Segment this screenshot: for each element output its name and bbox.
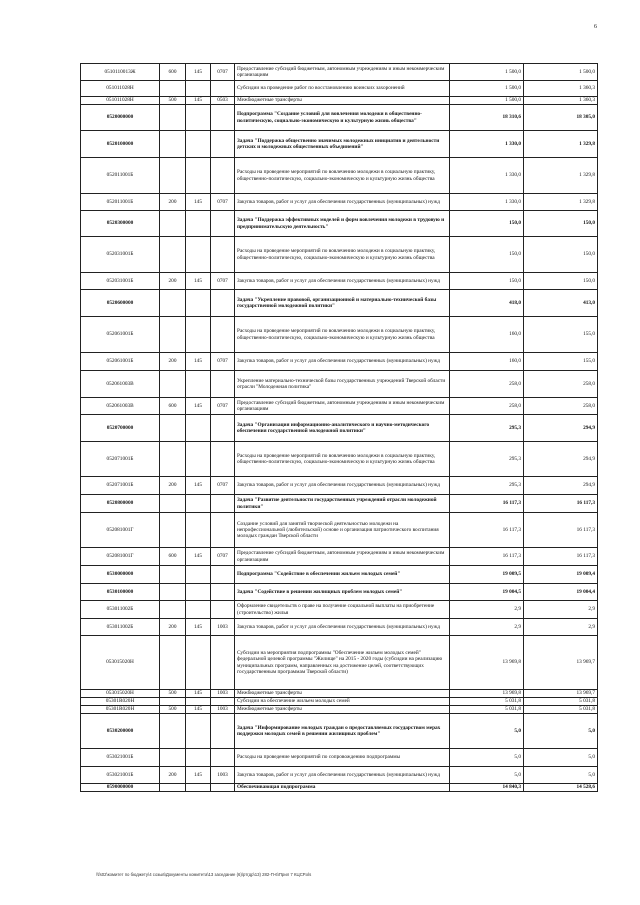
cell-name: Предоставление субсидий бюджетным, автономным учреждениям и иным некоммерческим организациям [235,64,450,81]
cell-podrazdel [211,105,235,131]
cell-podrazdel: 0707 [211,398,235,415]
cell-razdel [186,105,211,131]
cell-podrazdel [211,317,235,353]
cell-razdel: 145 [186,398,211,415]
cell-name: Задача "Информирование молодых граждан о предоставляемых государством мерах поддержки молодых семей в решении жилищных проблем" [235,714,450,749]
cell-actual-sum: 1 329,8 [524,131,598,158]
cell-name: Расходы на проведение мероприятий по вовлечению молодежи в социальную практику, общественно-политическую, социально-экономическую и культурную жизнь общества [235,237,450,273]
cell-razdel: 145 [186,767,211,784]
cell-actual-sum: 16 117,3 [524,495,598,513]
table-row [81,158,598,194]
cell-actual-sum: 5,0 [524,749,598,767]
cell-planned-sum: 1 500,0 [450,97,524,105]
cell-podrazdel: 0707 [211,194,235,211]
cell-ved [160,698,186,706]
cell-ved: 200 [160,767,186,784]
table-row [81,415,598,442]
cell-ved: 200 [160,619,186,636]
cell-name: Обеспечивающая подпрограмма [235,784,450,792]
cell-ved: 200 [160,477,186,495]
cell-actual-sum: 13 969,7 [524,636,598,690]
cell-actual-sum: 155,0 [524,353,598,371]
cell-planned-sum: 1 500,0 [450,81,524,97]
cell-name: Субсидии на проведение работ по восстановлению воинских захоронений [235,81,450,97]
cell-razdel: 145 [186,273,211,290]
cell-podrazdel: 0707 [211,353,235,371]
cell-actual-sum: 1 500,0 [524,64,598,81]
cell-razdel [186,784,211,792]
cell-ved [160,495,186,513]
cell-planned-sum: 13 969,8 [450,690,524,698]
table-row [81,601,598,619]
cell-actual-sum: 150,0 [524,237,598,273]
budget-table [80,63,598,792]
cell-podrazdel: 1003 [211,706,235,714]
cell-code: 052031001Б [81,237,160,273]
table-row [81,566,598,584]
cell-actual-sum: 5,0 [524,714,598,749]
table-row [81,548,598,566]
cell-podrazdel: 0503 [211,97,235,105]
cell-planned-sum: 13 969,8 [450,636,524,690]
cell-razdel: 145 [186,477,211,495]
cell-code: 052081001Г [81,513,160,548]
table-row [81,353,598,371]
cell-podrazdel [211,566,235,584]
cell-podrazdel [211,513,235,548]
cell-name: Субсидии на обеспечение жильем молодых семей [235,698,450,706]
cell-actual-sum: 16 117,3 [524,548,598,566]
cell-planned-sum: 258,0 [450,371,524,398]
cell-razdel [186,584,211,601]
cell-actual-sum: 1 329,8 [524,194,598,211]
cell-name: Закупка товаров, работ и услуг для обеспечения государственных (муниципальных) нужд [235,767,450,784]
cell-name: Предоставление субсидий бюджетным, автономным учреждениям и иным некоммерческим организациям [235,548,450,566]
cell-planned-sum: 19 009,5 [450,566,524,584]
cell-razdel [186,636,211,690]
cell-razdel: 145 [186,64,211,81]
cell-planned-sum: 2,9 [450,619,524,636]
cell-podrazdel [211,784,235,792]
cell-razdel: 145 [186,548,211,566]
cell-podrazdel [211,601,235,619]
cell-code: 05301R020Н [81,698,160,706]
cell-actual-sum: 150,0 [524,211,598,237]
cell-planned-sum: 1 330,0 [450,158,524,194]
cell-code: 053021001Б [81,767,160,784]
cell-name: Субсидии на мероприятия подпрограммы "Обеспечение жильем молодых семей" федеральной целевой программы "Жилище" на 2015 - 2020 годы (субсидии на реализацию муниципальных программ, направленных на достижение целей, соответствующих государственным программам Тверской области) [235,636,450,690]
cell-podrazdel [211,442,235,477]
cell-name: Задача "Организация информационно-аналитического и научно-методического обеспечения государственной молодежной политики" [235,415,450,442]
cell-code: 053015020Н [81,690,160,698]
table-row [81,513,598,548]
cell-code: 053015020Н [81,636,160,690]
table-row [81,698,598,706]
cell-podrazdel: 1003 [211,690,235,698]
cell-actual-sum: 294,9 [524,442,598,477]
cell-podrazdel: 1003 [211,767,235,784]
cell-razdel [186,211,211,237]
cell-actual-sum: 258,0 [524,371,598,398]
cell-code: 052011001Б [81,158,160,194]
cell-razdel [186,81,211,97]
cell-code: 0520100000 [81,131,160,158]
cell-podrazdel [211,584,235,601]
cell-code: 0520300000 [81,211,160,237]
cell-code: 05301R020Н [81,706,160,714]
cell-razdel: 145 [186,690,211,698]
cell-ved: 500 [160,690,186,698]
cell-ved: 500 [160,706,186,714]
cell-planned-sum: 295,3 [450,442,524,477]
cell-ved [160,317,186,353]
cell-code: 052071001Б [81,477,160,495]
cell-planned-sum: 150,0 [450,211,524,237]
cell-actual-sum: 2,9 [524,601,598,619]
cell-podrazdel [211,495,235,513]
table-row [81,442,598,477]
cell-podrazdel [211,158,235,194]
cell-podrazdel [211,371,235,398]
cell-ved: 200 [160,353,186,371]
cell-actual-sum: 1 360,3 [524,81,598,97]
cell-name: Межбюджетные трансферты [235,706,450,714]
cell-name: Задача "Развитие деятельности государственных учреждений отрасли молодежной политики" [235,495,450,513]
cell-name: Задача "Поддержка общественно значимых молодежных инициатив и деятельности детских и молодежных общественных объединений" [235,131,450,158]
cell-podrazdel: 0707 [211,273,235,290]
cell-ved: 600 [160,398,186,415]
page-number: 6 [594,24,597,30]
cell-actual-sum: 258,0 [524,398,598,415]
cell-planned-sum: 16 117,3 [450,548,524,566]
cell-actual-sum: 19 004,4 [524,584,598,601]
cell-razdel: 145 [186,97,211,105]
cell-name: Создание условий для занятий творческой деятельностью молодежи на непрофессиональной (любительской) основе и организация патриотического воспитания молодых граждан Тверской области [235,513,450,548]
cell-podrazdel [211,415,235,442]
cell-actual-sum: 16 117,3 [524,513,598,548]
cell-planned-sum: 5,0 [450,767,524,784]
cell-planned-sum: 160,0 [450,353,524,371]
cell-actual-sum: 14 528,6 [524,784,598,792]
cell-ved [160,290,186,317]
cell-razdel [186,237,211,273]
cell-actual-sum: 5 031,8 [524,698,598,706]
cell-razdel [186,131,211,158]
cell-name: Межбюджетные трансферты [235,97,450,105]
cell-ved: 200 [160,194,186,211]
cell-podrazdel: 0707 [211,64,235,81]
cell-code: 051011028Н [81,81,160,97]
cell-actual-sum: 1 360,3 [524,97,598,105]
table-row [81,767,598,784]
cell-name: Расходы на проведение мероприятий по вовлечению молодежи в социальную практику, общественно-политическую, социально-экономическую и культурную жизнь общества [235,317,450,353]
cell-code: 0520600000 [81,290,160,317]
cell-razdel [186,290,211,317]
cell-ved [160,714,186,749]
table-row [81,317,598,353]
cell-planned-sum: 5 031,8 [450,706,524,714]
cell-razdel [186,698,211,706]
cell-ved [160,105,186,131]
cell-planned-sum: 150,0 [450,273,524,290]
cell-planned-sum: 1 330,0 [450,131,524,158]
cell-name: Закупка товаров, работ и услуг для обеспечения государственных (муниципальных) нужд [235,353,450,371]
cell-razdel [186,371,211,398]
cell-razdel [186,317,211,353]
cell-podrazdel [211,237,235,273]
cell-ved [160,784,186,792]
cell-razdel [186,749,211,767]
cell-actual-sum: 294,9 [524,415,598,442]
cell-planned-sum: 5 031,8 [450,698,524,706]
table-row [81,237,598,273]
cell-actual-sum: 19 009,4 [524,566,598,584]
cell-planned-sum: 418,0 [450,290,524,317]
cell-actual-sum: 1 329,8 [524,158,598,194]
table-row [81,97,598,105]
cell-name: Укрепление материально-технической базы государственных учреждений Тверской области отрасли "Молодежная политика" [235,371,450,398]
table-row [81,371,598,398]
cell-ved [160,81,186,97]
cell-podrazdel [211,211,235,237]
cell-podrazdel [211,81,235,97]
cell-code: 052081001Г [81,548,160,566]
table-row [81,211,598,237]
cell-name: Закупка товаров, работ и услуг для обеспечения государственных (муниципальных) нужд [235,619,450,636]
table-row [81,105,598,131]
cell-code: 0510110013Ж [81,64,160,81]
cell-planned-sum: 295,3 [450,415,524,442]
cell-planned-sum: 150,0 [450,237,524,273]
cell-name: Закупка товаров, работ и услуг для обеспечения государственных (муниципальных) нужд [235,273,450,290]
cell-razdel [186,442,211,477]
cell-name: Задача "Укрепление правовой, организационной и материально-технической базы государственной молодежной политики" [235,290,450,317]
cell-ved: 600 [160,548,186,566]
cell-razdel: 145 [186,619,211,636]
cell-razdel [186,566,211,584]
cell-ved [160,158,186,194]
cell-name: Задача "Поддержка эффективных моделей и форм вовлечения молодежи в трудовую и предпринимательскую деятельность" [235,211,450,237]
cell-planned-sum: 5,0 [450,714,524,749]
cell-code: 0520800000 [81,495,160,513]
cell-name: Подпрограмма "Создание условий для вовлечения молодежи в общественно-политическую, социально-экономическую и культурную жизнь общества" [235,105,450,131]
cell-code: 052061003В [81,371,160,398]
cell-planned-sum: 19 004,5 [450,584,524,601]
table-row [81,619,598,636]
table-row [81,749,598,767]
cell-razdel: 145 [186,353,211,371]
cell-ved [160,371,186,398]
cell-code: 0590000000 [81,784,160,792]
cell-name: Закупка товаров, работ и услуг для обеспечения государственных (муниципальных) нужд [235,194,450,211]
cell-name: Подпрограмма "Содействие в обеспечении жильем молодых семей" [235,566,450,584]
cell-podrazdel [211,714,235,749]
cell-ved [160,636,186,690]
table-row [81,273,598,290]
cell-ved [160,601,186,619]
cell-ved [160,584,186,601]
cell-actual-sum: 5,0 [524,767,598,784]
cell-name: Расходы на проведение мероприятий по вовлечению молодежи в социальную практику, общественно-политическую, социально-экономическую и культурную жизнь общества [235,158,450,194]
cell-razdel: 145 [186,194,211,211]
cell-ved: 500 [160,97,186,105]
cell-actual-sum: 155,0 [524,317,598,353]
cell-actual-sum: 413,0 [524,290,598,317]
table-row [81,495,598,513]
cell-ved [160,211,186,237]
table-row [81,194,598,211]
cell-ved: 200 [160,273,186,290]
cell-name: Расходы на проведение мероприятий по вовлечению молодежи в социальную практику, общественно-политическую, социально-экономическую и культурную жизнь общества [235,442,450,477]
cell-code: 052071001Б [81,442,160,477]
cell-name: Расходы на проведение мероприятий по сопровождению подпрограммы [235,749,450,767]
cell-code: 052011001Б [81,194,160,211]
cell-razdel [186,495,211,513]
table-row [81,477,598,495]
cell-planned-sum: 160,0 [450,317,524,353]
cell-actual-sum: 5 031,8 [524,706,598,714]
cell-ved [160,442,186,477]
table-row [81,636,598,690]
cell-planned-sum: 5,0 [450,749,524,767]
table-row [81,64,598,81]
footer-file-path: \\fs02\комитет по бюджету\4 созыв\Документы комитета\13 заседание (6)\ртгдр\13) 282-П-6\Прил 7 КЦСР.xls [96,872,312,877]
cell-razdel [186,513,211,548]
cell-planned-sum: 2,9 [450,601,524,619]
cell-actual-sum: 18 305,0 [524,105,598,131]
cell-actual-sum: 294,9 [524,477,598,495]
cell-podrazdel: 1003 [211,619,235,636]
cell-podrazdel [211,131,235,158]
cell-podrazdel [211,290,235,317]
cell-ved [160,566,186,584]
cell-planned-sum: 16 117,3 [450,513,524,548]
cell-code: 053011002Б [81,619,160,636]
cell-podrazdel [211,698,235,706]
cell-name: Закупка товаров, работ и услуг для обеспечения государственных (муниципальных) нужд [235,477,450,495]
cell-name: Оформление свидетельств о праве на получение социальной выплаты на приобретение (строительство) жилья [235,601,450,619]
cell-ved [160,513,186,548]
cell-name: Межбюджетные трансферты [235,690,450,698]
table-row [81,706,598,714]
cell-ved: 600 [160,64,186,81]
table-row [81,131,598,158]
cell-code: 051011028Н [81,97,160,105]
cell-planned-sum: 1 330,0 [450,194,524,211]
table-body [81,64,598,792]
cell-code: 053021001Б [81,749,160,767]
cell-planned-sum: 16 117,3 [450,495,524,513]
cell-code: 0530100000 [81,584,160,601]
cell-ved [160,415,186,442]
cell-podrazdel [211,749,235,767]
cell-planned-sum: 295,3 [450,477,524,495]
cell-name: Задача "Содействие в решении жилищных проблем молодых семей" [235,584,450,601]
cell-actual-sum: 2,9 [524,619,598,636]
cell-ved [160,237,186,273]
table-row [81,398,598,415]
cell-ved [160,131,186,158]
cell-razdel: 145 [186,706,211,714]
cell-planned-sum: 1 500,0 [450,64,524,81]
cell-actual-sum: 150,0 [524,273,598,290]
table-row [81,584,598,601]
cell-code: 052061001Б [81,317,160,353]
cell-code: 0530200000 [81,714,160,749]
cell-podrazdel: 0707 [211,548,235,566]
table-row [81,784,598,792]
cell-razdel [186,158,211,194]
cell-code: 0530000000 [81,566,160,584]
cell-name: Предоставление субсидий бюджетным, автономным учреждениям и иным некоммерческим организациям [235,398,450,415]
cell-code: 053011002Б [81,601,160,619]
cell-razdel [186,601,211,619]
cell-razdel [186,415,211,442]
cell-planned-sum: 18 310,6 [450,105,524,131]
cell-code: 052061003В [81,398,160,415]
table-row [81,690,598,698]
table-row [81,714,598,749]
cell-code: 0520000000 [81,105,160,131]
cell-planned-sum: 14 840,3 [450,784,524,792]
cell-code: 052031001Б [81,273,160,290]
cell-code: 0520700000 [81,415,160,442]
cell-razdel [186,714,211,749]
cell-ved [160,749,186,767]
cell-actual-sum: 13 969,7 [524,690,598,698]
cell-podrazdel: 0707 [211,477,235,495]
table-row [81,81,598,97]
cell-code: 052061001Б [81,353,160,371]
cell-planned-sum: 258,0 [450,398,524,415]
table-row [81,290,598,317]
cell-podrazdel [211,636,235,690]
